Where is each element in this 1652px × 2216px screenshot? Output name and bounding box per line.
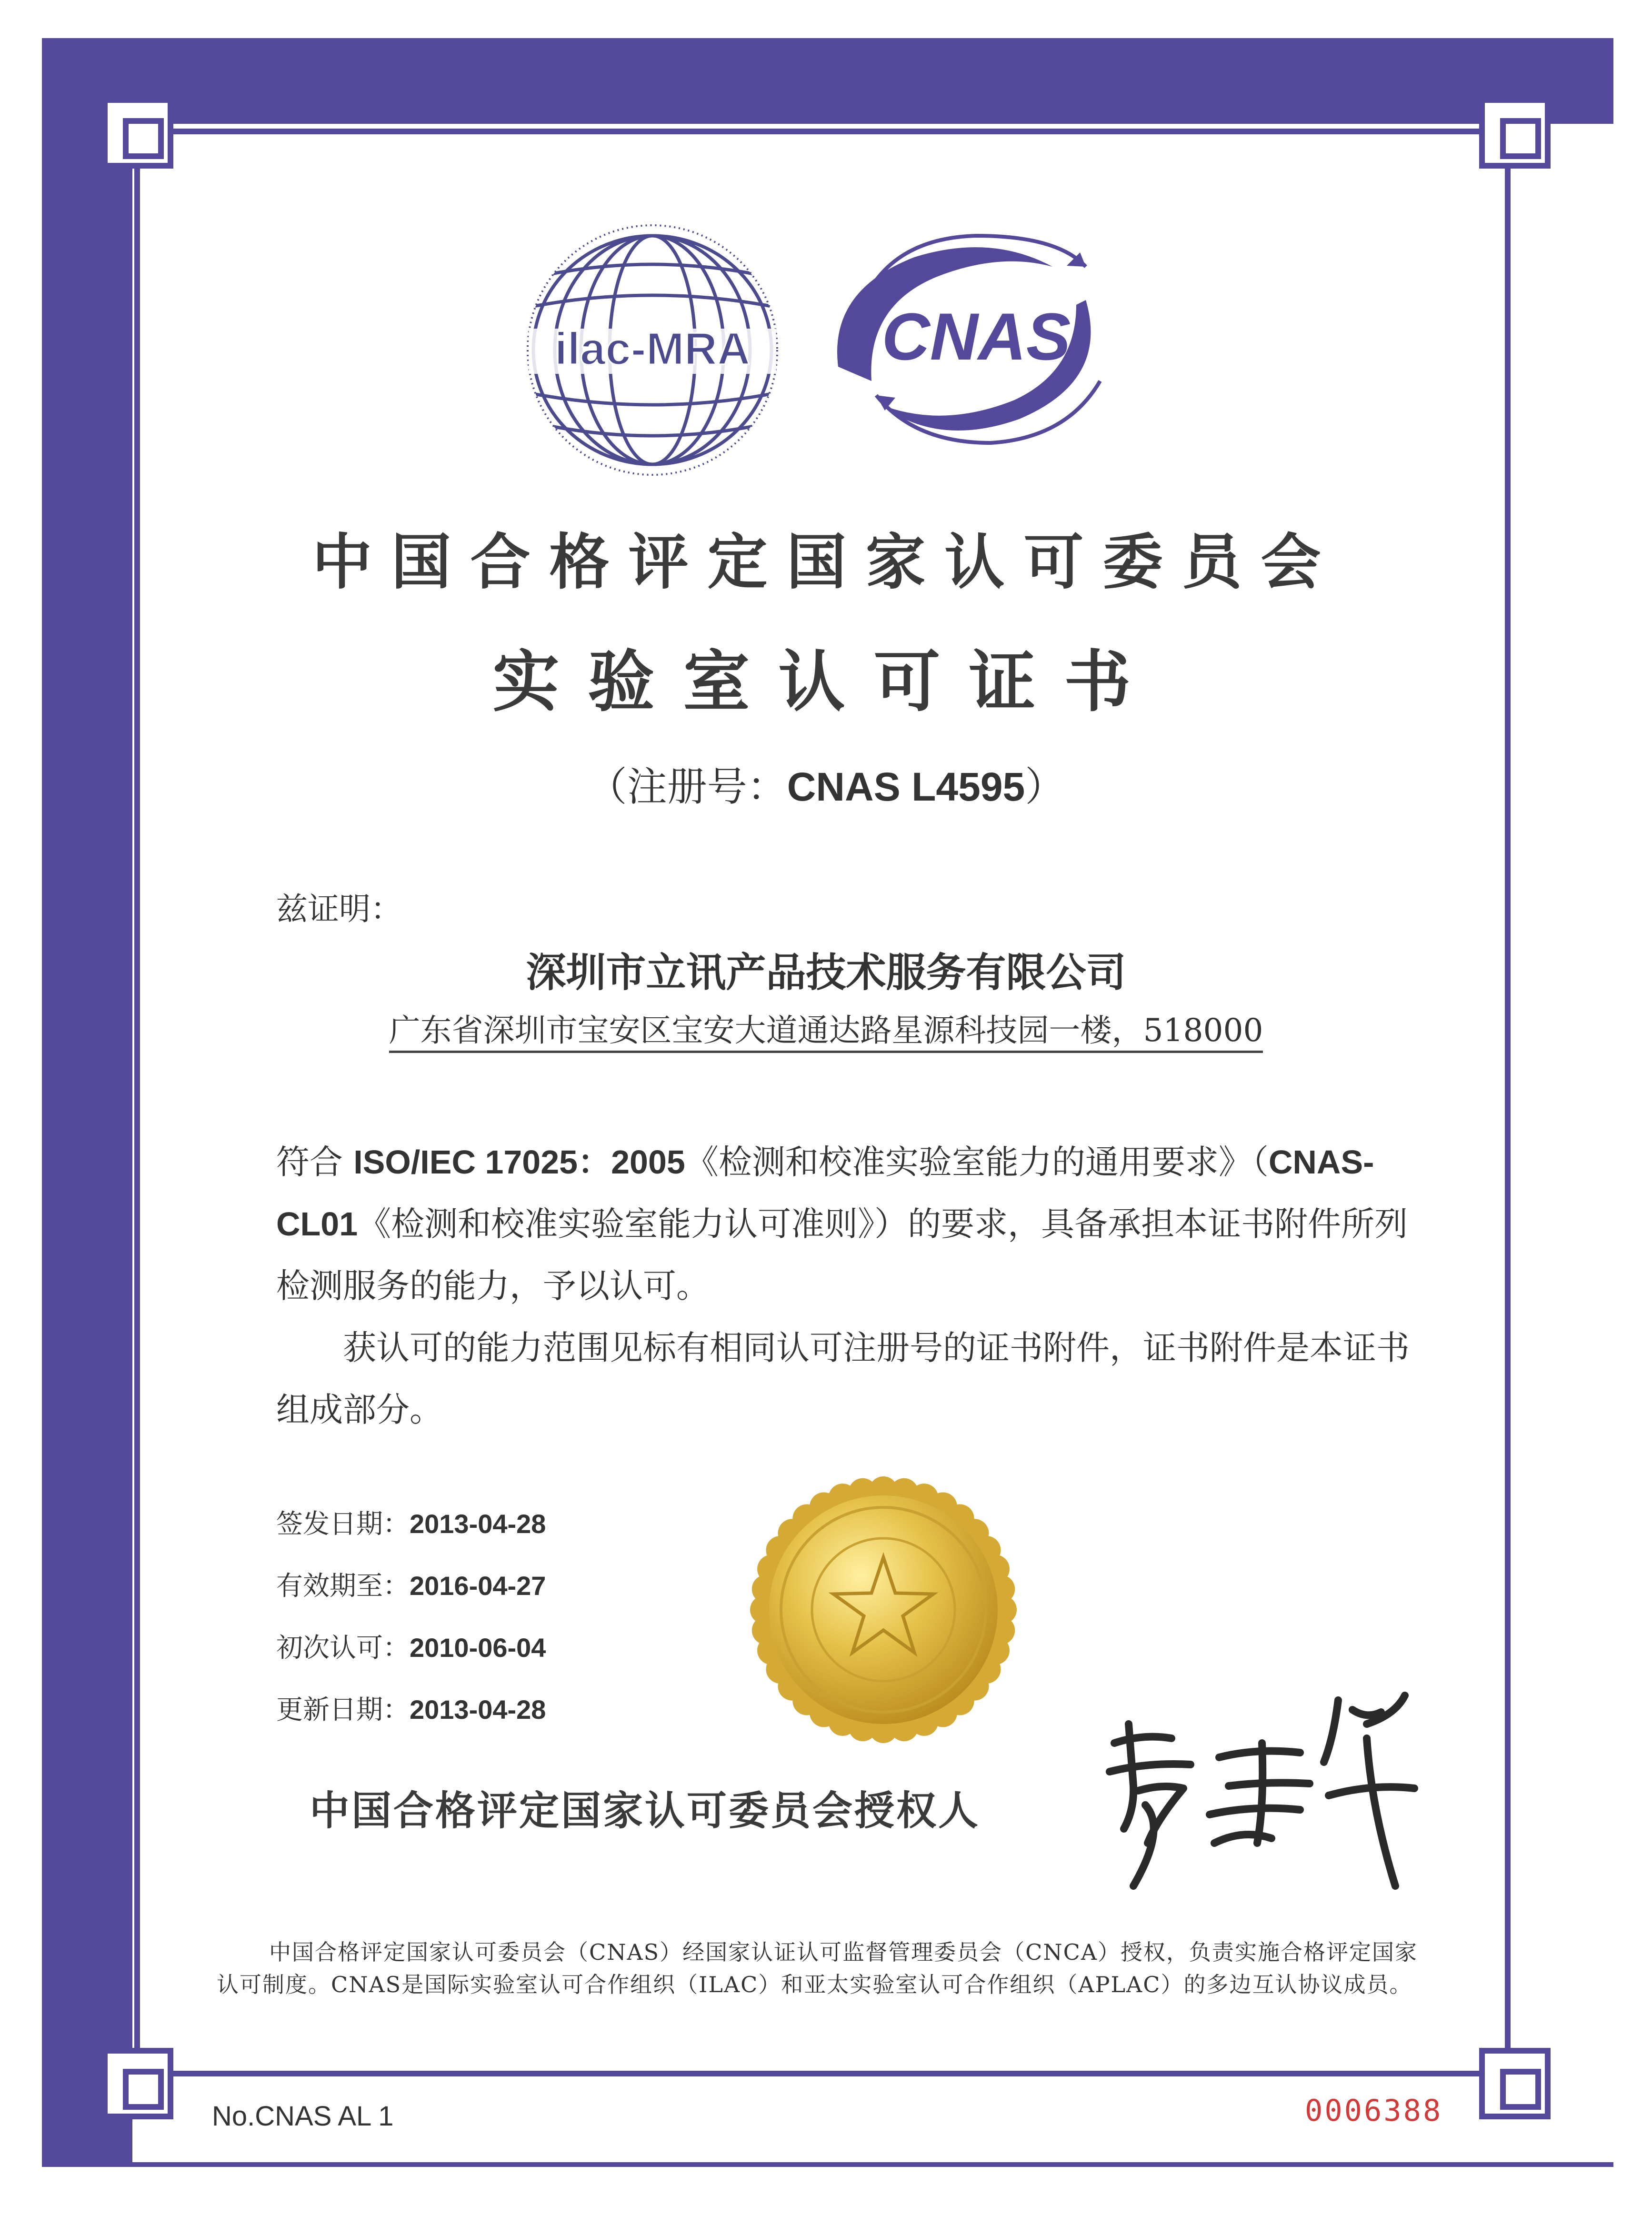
address-text: 广东省深圳市宝安区宝安大道通达路星源科技园一楼，518000 xyxy=(389,1012,1263,1053)
date-value: 2013-04-28 xyxy=(410,1509,546,1539)
certificate-title: 实验室认可证书 xyxy=(492,643,1160,721)
cnas-logo-text: CNAS xyxy=(881,299,1071,374)
corner-ornament-bottom-right xyxy=(1479,2048,1551,2119)
registration-number: CNAS L4595 xyxy=(787,764,1025,809)
date-issue xyxy=(276,1503,546,1564)
footnote: 中国合格评定国家认可委员会（CNAS）经国家认证认可监督管理委员会（CNCA）授权，负责实施合格评定国家认可制度。CNAS是国际实验室认可合作组织（ILAC）和亚太实验室认可合作组织（APLAC）的多边互认协议成员。 xyxy=(217,1939,1418,1997)
date-value: 2013-04-28 xyxy=(410,1695,546,1725)
corner-ornament-bottom-left xyxy=(102,2048,173,2119)
ilac-mra-logo xyxy=(524,221,781,479)
conformity-paragraph xyxy=(276,1131,1410,1317)
handwritten-signature xyxy=(1100,1686,1424,1895)
form-number: No.CNAS AL 1 xyxy=(212,2101,394,2132)
body-text-1: 符合 xyxy=(276,1143,354,1182)
corner-ornament-top-right xyxy=(1479,97,1551,169)
date-valid-until xyxy=(276,1564,546,1626)
date-label: 有效期至： xyxy=(276,1571,410,1602)
gold-seal xyxy=(743,1469,1024,1750)
date-label: 签发日期： xyxy=(276,1509,410,1540)
dates-block xyxy=(276,1503,546,1750)
body-text-3: 《检测和校准实验室能力认可准则》）的要求，具备承担本证书附件所列检测服务的能力，予以认可。 xyxy=(276,1204,1408,1305)
serial-number: 0006388 xyxy=(1305,2093,1443,2128)
cnas-logo xyxy=(819,224,1124,452)
organization-title: 中国合格评定国家认可委员会 xyxy=(312,527,1340,597)
hereby-label: 兹证明： xyxy=(276,891,402,927)
date-value: 2010-06-04 xyxy=(410,1633,546,1663)
date-label: 初次认可： xyxy=(276,1633,410,1664)
date-value: 2016-04-27 xyxy=(410,1571,546,1601)
body-text-2: 《检测和校准实验室能力的通用要求》（ xyxy=(685,1143,1269,1182)
registration-suffix: ） xyxy=(1025,763,1065,810)
registration-prefix: （注册号： xyxy=(587,763,787,810)
company-name: 深圳市立讯产品技术服务有限公司 xyxy=(526,949,1126,996)
date-label: 更新日期： xyxy=(276,1695,410,1725)
criteria-code: CNAS-CL01 xyxy=(276,1143,1374,1243)
authority-line: 中国合格评定国家认可委员会授权人 xyxy=(310,1787,981,1834)
certificate-body xyxy=(276,1131,1410,1441)
standard-code: ISO/IEC 17025：2005 xyxy=(353,1143,685,1181)
date-initial xyxy=(276,1626,546,1688)
company-address xyxy=(0,1005,1652,1050)
corner-ornament-top-left xyxy=(102,97,173,169)
registration-line xyxy=(0,755,1652,812)
scope-paragraph: 获认可的能力范围见标有相同认可注册号的证书附件，证书附件是本证书组成部分。 xyxy=(276,1328,1410,1429)
date-renewal xyxy=(276,1688,546,1750)
ilac-logo-text: ilac-MRA xyxy=(554,323,751,374)
